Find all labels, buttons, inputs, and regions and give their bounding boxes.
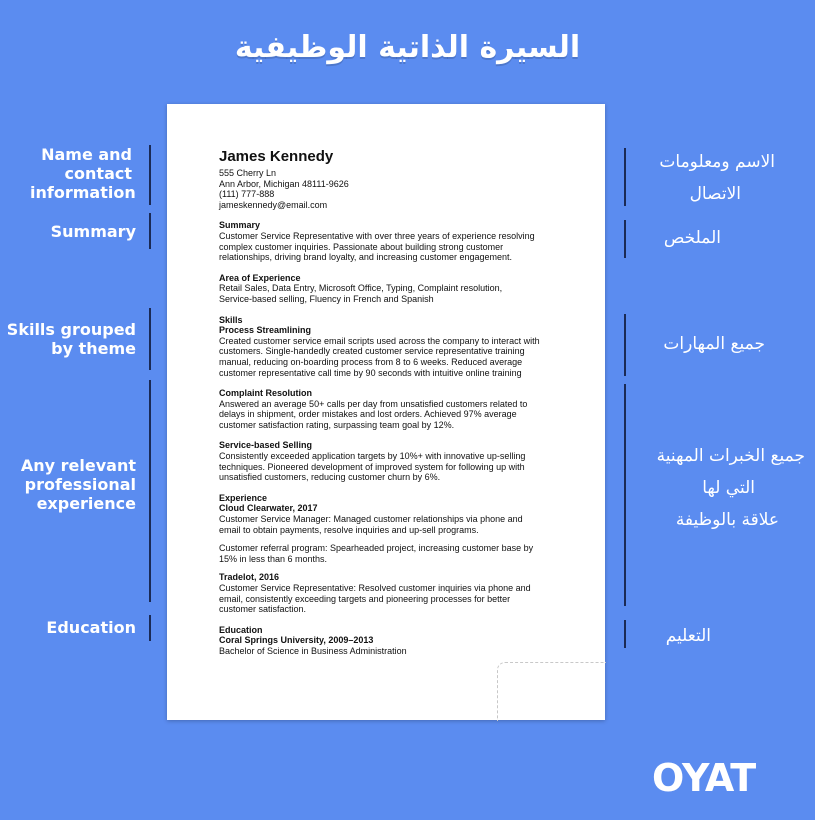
label-line: information <box>30 183 136 202</box>
text-line: manual, reducing on-boarding process from 8 to 6 weeks. Reduced average <box>219 356 523 367</box>
contact-line: jameskennedy@email.com <box>219 199 328 210</box>
text-line: Customer Service Representative with over three years of experience resolving <box>219 230 535 241</box>
label-line: التي لها <box>702 478 755 498</box>
text-line: complex customer inquiries. Passionate about building strong customer <box>219 241 504 252</box>
education-section <box>219 625 559 657</box>
section-heading: Area of Experience <box>219 272 301 283</box>
text-line: Service-based selling, Fluency in French and Spanish <box>219 293 434 304</box>
label-line: علاقة بالوظيفة <box>675 510 779 530</box>
label-summary-en: Summary <box>50 222 136 241</box>
bracket-right-name <box>624 148 626 206</box>
contact-line: 555 Cherry Ln <box>219 168 277 178</box>
text-line: Created customer service email scripts used across the company to interact with <box>219 335 540 346</box>
bracket-right-education <box>624 620 626 648</box>
label-skills-en <box>4 320 136 358</box>
school-name: Coral Springs University, 2009–2013 <box>219 635 374 646</box>
text-line: unsatisfied customers, reducing customer churn by 6%. <box>219 472 441 483</box>
job-title: Cloud Clearwater, 2017 <box>219 503 318 514</box>
label-name-contact-en <box>30 145 136 202</box>
summary-section <box>219 220 559 262</box>
label-line: الاتصال <box>689 184 741 204</box>
text-line: Customer referral program: Spearheaded project, increasing customer base by <box>219 543 534 554</box>
brand-logo: OYAT <box>652 756 756 800</box>
text-line: customer satisfaction rating, surpassing team goal by 12%. <box>219 419 455 430</box>
bracket-left-skills <box>149 308 151 370</box>
skill-title: Service-based Selling <box>219 440 313 451</box>
label-line: جميع الخبرات المهنية <box>656 446 805 466</box>
label-line: experience <box>36 494 136 513</box>
label-experience-en <box>20 456 136 513</box>
text-line: customer representative call time by 90 seconds with intuitive online training <box>219 367 522 378</box>
label-education-ar: التعليم <box>665 626 711 646</box>
contact-line: Ann Arbor, Michigan 48111-9626 <box>219 178 349 189</box>
label-summary-ar: الملخص <box>663 228 721 248</box>
text-line: Consistently exceeded application targets by 10%+ with innovative up-selling <box>219 451 526 462</box>
bracket-right-summary <box>624 220 626 258</box>
skill-title: Complaint Resolution <box>219 388 312 399</box>
text-line: Customer Service Manager: Managed customer relationships via phone and <box>219 514 523 525</box>
section-heading: Education <box>219 624 263 635</box>
degree: Bachelor of Science in Business Administration <box>219 645 407 656</box>
resume-name: James Kennedy <box>219 148 334 165</box>
label-experience-ar <box>635 440 805 536</box>
text-line: Retail Sales, Data Entry, Microsoft Office, Typing, Complaint resolution, <box>219 283 503 294</box>
page-fold-corner <box>497 662 606 721</box>
label-line: Name and <box>41 145 132 164</box>
bracket-right-skills <box>624 314 626 376</box>
section-heading: Skills <box>219 314 243 325</box>
bracket-left-experience <box>149 380 151 602</box>
job-title: Tradelot, 2016 <box>219 572 280 583</box>
label-line: الاسم ومعلومات <box>659 152 775 172</box>
label-line: Skills grouped <box>6 320 136 339</box>
label-education-en: Education <box>46 618 136 637</box>
label-line: by theme <box>51 339 136 358</box>
text-line: techniques. Pioneered development of improved system for following up with <box>219 461 525 472</box>
contact-line: (111) 777-888 <box>219 189 275 200</box>
text-line: customer satisfaction. <box>219 604 307 615</box>
text-line: email to obtain payments, resolve inquiries and up-sell programs. <box>219 524 479 535</box>
label-line: Any relevant <box>20 456 136 475</box>
text-line: Answered an average 50+ calls per day from unsatisfied customers related to <box>219 398 528 409</box>
text-line: email, consistently exceeding targets and pioneering processes for better <box>219 593 511 604</box>
resume-content <box>219 148 559 657</box>
skill-title: Process Streamlining <box>219 325 312 336</box>
skills-section <box>219 315 559 483</box>
bracket-left-education <box>149 615 151 641</box>
label-name-contact-ar <box>635 146 775 210</box>
label-line: contact <box>64 164 132 183</box>
resume-sheet <box>167 104 605 720</box>
bracket-left-summary <box>149 213 151 249</box>
text-line: customers. Single-handedly created customer service representative training <box>219 346 525 357</box>
text-line: 15% in less than 6 months. <box>219 553 328 564</box>
text-line: delays in shipment, order mistakes and lost orders. Achieved 97% average <box>219 409 517 420</box>
label-line: professional <box>24 475 136 494</box>
bracket-left-name <box>149 145 151 205</box>
label-skills-ar: جميع المهارات <box>663 334 765 354</box>
section-heading: Experience <box>219 492 268 503</box>
section-heading: Summary <box>219 220 261 231</box>
bracket-right-experience <box>624 384 626 606</box>
text-line: Customer Service Representative: Resolved customer inquiries via phone and <box>219 583 531 593</box>
experience-section <box>219 493 559 615</box>
page-title: السيرة الذاتية الوظيفية <box>234 30 581 65</box>
text-line: relationships, driving brand loyalty, and increasing customer engagement. <box>219 252 512 263</box>
area-section <box>219 273 559 305</box>
